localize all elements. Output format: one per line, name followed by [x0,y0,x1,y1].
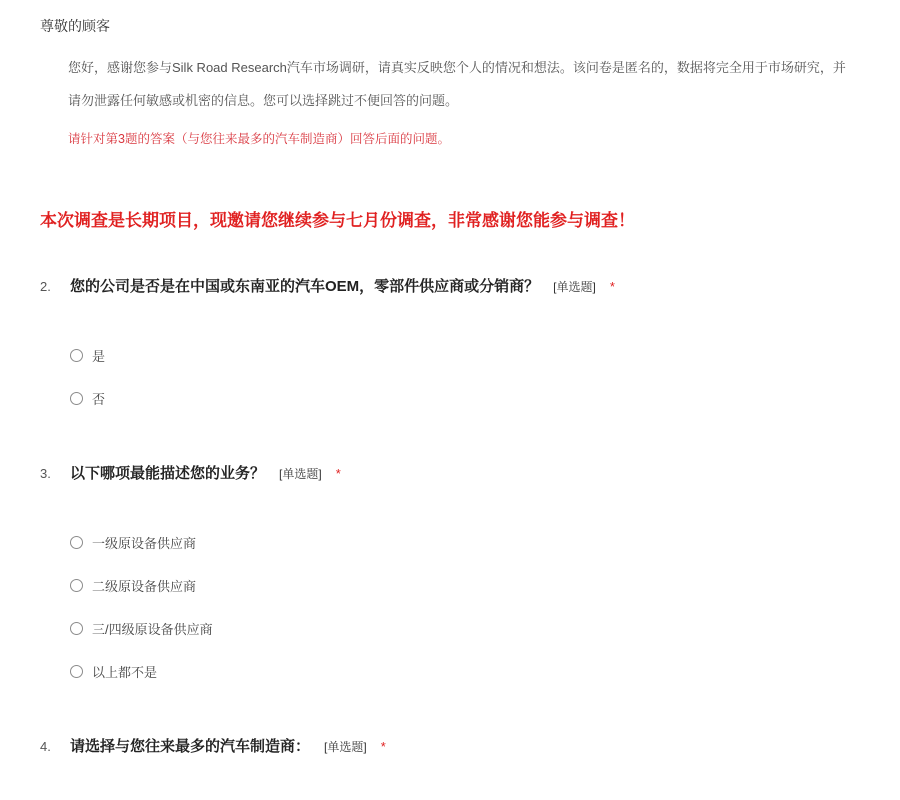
greeting-text: 尊敬的顾客 [40,18,110,34]
option-label: 以上都不是 [92,665,158,680]
option-label: 一级原设备供应商 [92,536,197,551]
question-type-label: [单选题] [553,280,596,294]
question-2-header [40,275,615,296]
required-marker: * [380,739,386,754]
question-number: 3. [40,466,51,481]
question-type-label: [单选题] [279,467,322,481]
option-label: 二级原设备供应商 [92,579,197,594]
survey-banner: 本次调查是长期项目，现邀请您继续参与七月份调查，非常感谢您能参与调查！ [40,211,635,230]
option-label: 否 [92,392,106,407]
question-4-header [40,735,386,756]
option-label: 三/四级原设备供应商 [92,622,213,637]
radio-button[interactable] [70,665,83,678]
option-label: 是 [92,349,106,364]
question-title: 请选择与您往来最多的汽车制造商： [70,738,311,755]
question-3-option-tier1[interactable] [70,533,196,552]
question-title: 您的公司是否是在中国或东南亚的汽车OEM，零部件供应商或分销商？ [70,278,540,295]
intro-paragraph-line-2: 请勿泄露任何敏感或机密的信息。您可以选择跳过不便回答的问题。 [68,93,459,108]
question-type-label: [单选题] [324,740,367,754]
radio-button[interactable] [70,579,83,592]
instruction-note: 请针对第3题的答案（与您往来最多的汽车制造商）回答后面的问题。 [68,132,450,146]
radio-button[interactable] [70,392,83,405]
question-3-option-tier3-4[interactable] [70,619,213,638]
question-3-header [40,462,341,483]
question-2-option-no[interactable] [70,389,105,408]
radio-button[interactable] [70,622,83,635]
question-number: 4. [40,739,51,754]
question-3-option-none[interactable] [70,662,157,681]
required-marker: * [609,279,615,294]
radio-button[interactable] [70,349,83,362]
radio-button[interactable] [70,536,83,549]
intro-paragraph-line-1: 您好，感谢您参与Silk Road Research汽车市场调研，请真实反映您个人的情况和想法。该问卷是匿名的，数据将完全用于市场研究，并 [68,60,846,75]
question-title: 以下哪项最能描述您的业务？ [70,465,266,482]
question-3-option-tier2[interactable] [70,576,196,595]
question-number: 2. [40,279,51,294]
required-marker: * [335,466,341,481]
question-2-option-yes[interactable] [70,346,105,365]
